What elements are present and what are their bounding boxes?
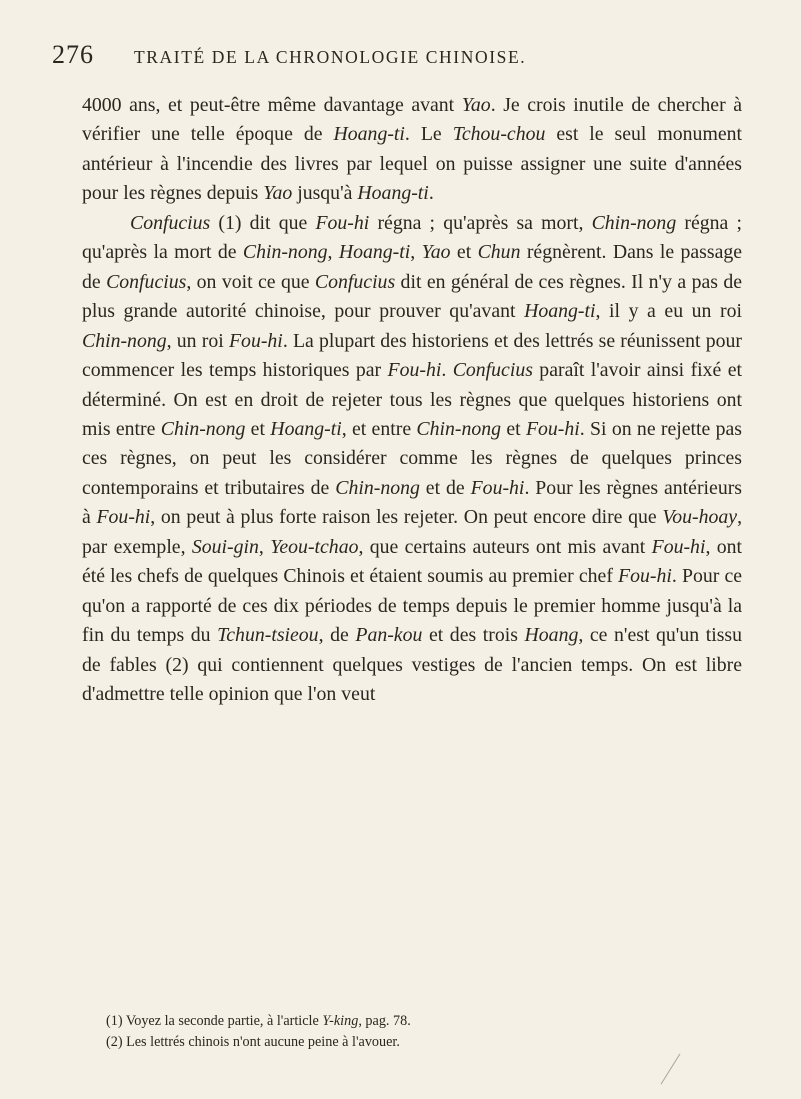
text-run: dit en général de ces règnes. Il n'y a pas de plus grande autorité chinoise, pour prouver qu'avant bbox=[82, 270, 743, 323]
page-number: 276 bbox=[52, 40, 94, 69]
name-fou-hi: Fou-hi bbox=[525, 417, 580, 440]
text-run: , il y a eu un roi bbox=[595, 300, 742, 323]
text-run: et bbox=[450, 241, 478, 264]
text-run: régna ; qu'après sa mort, bbox=[369, 211, 592, 234]
name-hoang-ti: Hoang-ti bbox=[270, 417, 342, 440]
footnote-text: (1) Voyez la seconde partie, à l'article bbox=[106, 1013, 323, 1029]
name-chin-nong: Chin-nong bbox=[242, 241, 328, 264]
name-hoang-ti: Hoang-ti bbox=[333, 123, 405, 146]
footnotes bbox=[106, 1011, 746, 1053]
text-run: , bbox=[327, 241, 339, 264]
name-confucius: Confucius bbox=[106, 270, 187, 293]
text-run: , bbox=[410, 241, 422, 264]
name-yao: Yao bbox=[461, 94, 491, 116]
name-yeou-tchao: Yeou-tchao bbox=[270, 535, 359, 558]
text-run: . Pour les règnes antérieurs à bbox=[82, 476, 742, 529]
text-run: est le seul monument antérieur à l'incendie des livres par lequel on puisse assigner une suite d'années pour les règnes depuis bbox=[82, 123, 742, 205]
text-run: . Pour ce qu'on a rapporté de ces dix périodes de temps depuis le premier homme jusqu'à la fin du temps du bbox=[82, 565, 743, 647]
name-hoang-ti: Hoang-ti bbox=[338, 241, 411, 264]
running-head bbox=[52, 40, 742, 80]
text-run: , de bbox=[318, 624, 356, 647]
text-run: . Le bbox=[404, 123, 453, 146]
paragraph-1 bbox=[82, 91, 742, 209]
text-run: . bbox=[428, 182, 434, 205]
text-run: , on peut à plus forte raison les rejeter. On peut encore dire que bbox=[150, 506, 663, 529]
text-run: et bbox=[501, 417, 526, 440]
name-tchun-tsieou: Tchun-tsieou bbox=[217, 624, 319, 647]
name-fou-hi: Fou-hi bbox=[387, 359, 442, 382]
name-fou-hi: Fou-hi bbox=[651, 535, 706, 558]
name-hoang-ti: Hoang-ti bbox=[524, 300, 596, 323]
name-fou-hi: Fou-hi bbox=[228, 329, 283, 352]
text-run: , et entre bbox=[341, 417, 417, 440]
text-run: , par exemple, bbox=[82, 506, 743, 558]
text-run: et bbox=[245, 417, 271, 440]
name-confucius: Confucius bbox=[130, 211, 211, 234]
text-run: . Si on ne rejette pas ces règnes, on peut les considérer comme les règnes de quelques princes contemporains et tributaires de bbox=[82, 417, 743, 499]
text-run: . Je crois inutile de chercher à vérifier une telle époque de bbox=[82, 94, 742, 146]
name-confucius: Confucius bbox=[452, 359, 533, 382]
text-run: . bbox=[441, 359, 453, 382]
text-run: , on voit ce que bbox=[186, 270, 315, 293]
text-run: . La plupart des historiens et des lettrés se réunissent pour commencer les temps historiques par bbox=[82, 329, 742, 382]
text-run: , ce n'est qu'un tissu de fables (2) qui contiennent quelques vestiges de l'ancien temps. On est libre d'admettre telle opinion que l'on veut bbox=[82, 624, 743, 706]
text-run: (1) dit que bbox=[210, 211, 316, 234]
text-run: régna ; qu'après la mort de bbox=[82, 211, 742, 264]
name-chin-nong: Chin-nong bbox=[335, 476, 420, 499]
text-run: et des trois bbox=[422, 624, 525, 647]
text-run: , bbox=[258, 535, 271, 558]
footnote-1 bbox=[106, 1011, 746, 1032]
name-chun: Chun bbox=[477, 241, 521, 264]
name-vou-hoay: Vou-hoay bbox=[662, 506, 738, 529]
text-run: , un roi bbox=[166, 329, 229, 352]
name-hoang-ti: Hoang-ti bbox=[357, 182, 429, 205]
text-run: et de bbox=[419, 476, 471, 499]
footnote-ref-y-king: Y-king bbox=[322, 1013, 359, 1029]
body-text bbox=[82, 91, 742, 710]
name-yao: Yao bbox=[421, 241, 451, 264]
name-fou-hi: Fou-hi bbox=[470, 476, 525, 499]
running-title: TRAITÉ DE LA CHRONOLOGIE CHINOISE. bbox=[134, 47, 527, 67]
footnote-text: , pag. 78. bbox=[358, 1013, 411, 1029]
name-fou-hi: Fou-hi bbox=[315, 211, 370, 234]
name-chin-nong: Chin-nong bbox=[160, 417, 246, 440]
name-chin-nong: Chin-nong bbox=[82, 329, 167, 352]
name-soui-gin: Soui-gin bbox=[191, 535, 259, 558]
footnote-2: (2) Les lettrés chinois n'ont aucune peine à l'avouer. bbox=[106, 1034, 400, 1050]
name-fou-hi: Fou-hi bbox=[96, 506, 151, 529]
text-run: paraît l'avoir ainsi fixé et déterminé. On est en droit de rejeter tous les règnes que quelques historiens ont mis entre bbox=[82, 359, 742, 440]
name-pan-kou: Pan-kou bbox=[355, 624, 423, 647]
name-yao: Yao bbox=[263, 182, 293, 205]
text-run: régnèrent. Dans le passage de bbox=[82, 241, 743, 293]
name-tchou-chou: Tchou-chou bbox=[452, 123, 546, 146]
name-chin-nong: Chin-nong bbox=[591, 211, 677, 234]
text-run: jusqu'à bbox=[292, 182, 358, 205]
name-fou-hi: Fou-hi bbox=[618, 565, 672, 588]
text-run: , ont été les chefs de quelques Chinois et étaient soumis au premier chef bbox=[82, 535, 743, 588]
name-confucius: Confucius bbox=[314, 270, 396, 293]
stray-pen-mark bbox=[661, 1053, 681, 1084]
name-chin-nong: Chin-nong bbox=[416, 417, 502, 440]
name-hoang: Hoang bbox=[524, 624, 579, 647]
text-run: , que certains auteurs ont mis avant bbox=[358, 535, 652, 558]
text-run: 4000 ans, et peut-être même davantage avant bbox=[82, 94, 462, 116]
paragraph-2 bbox=[82, 209, 742, 710]
